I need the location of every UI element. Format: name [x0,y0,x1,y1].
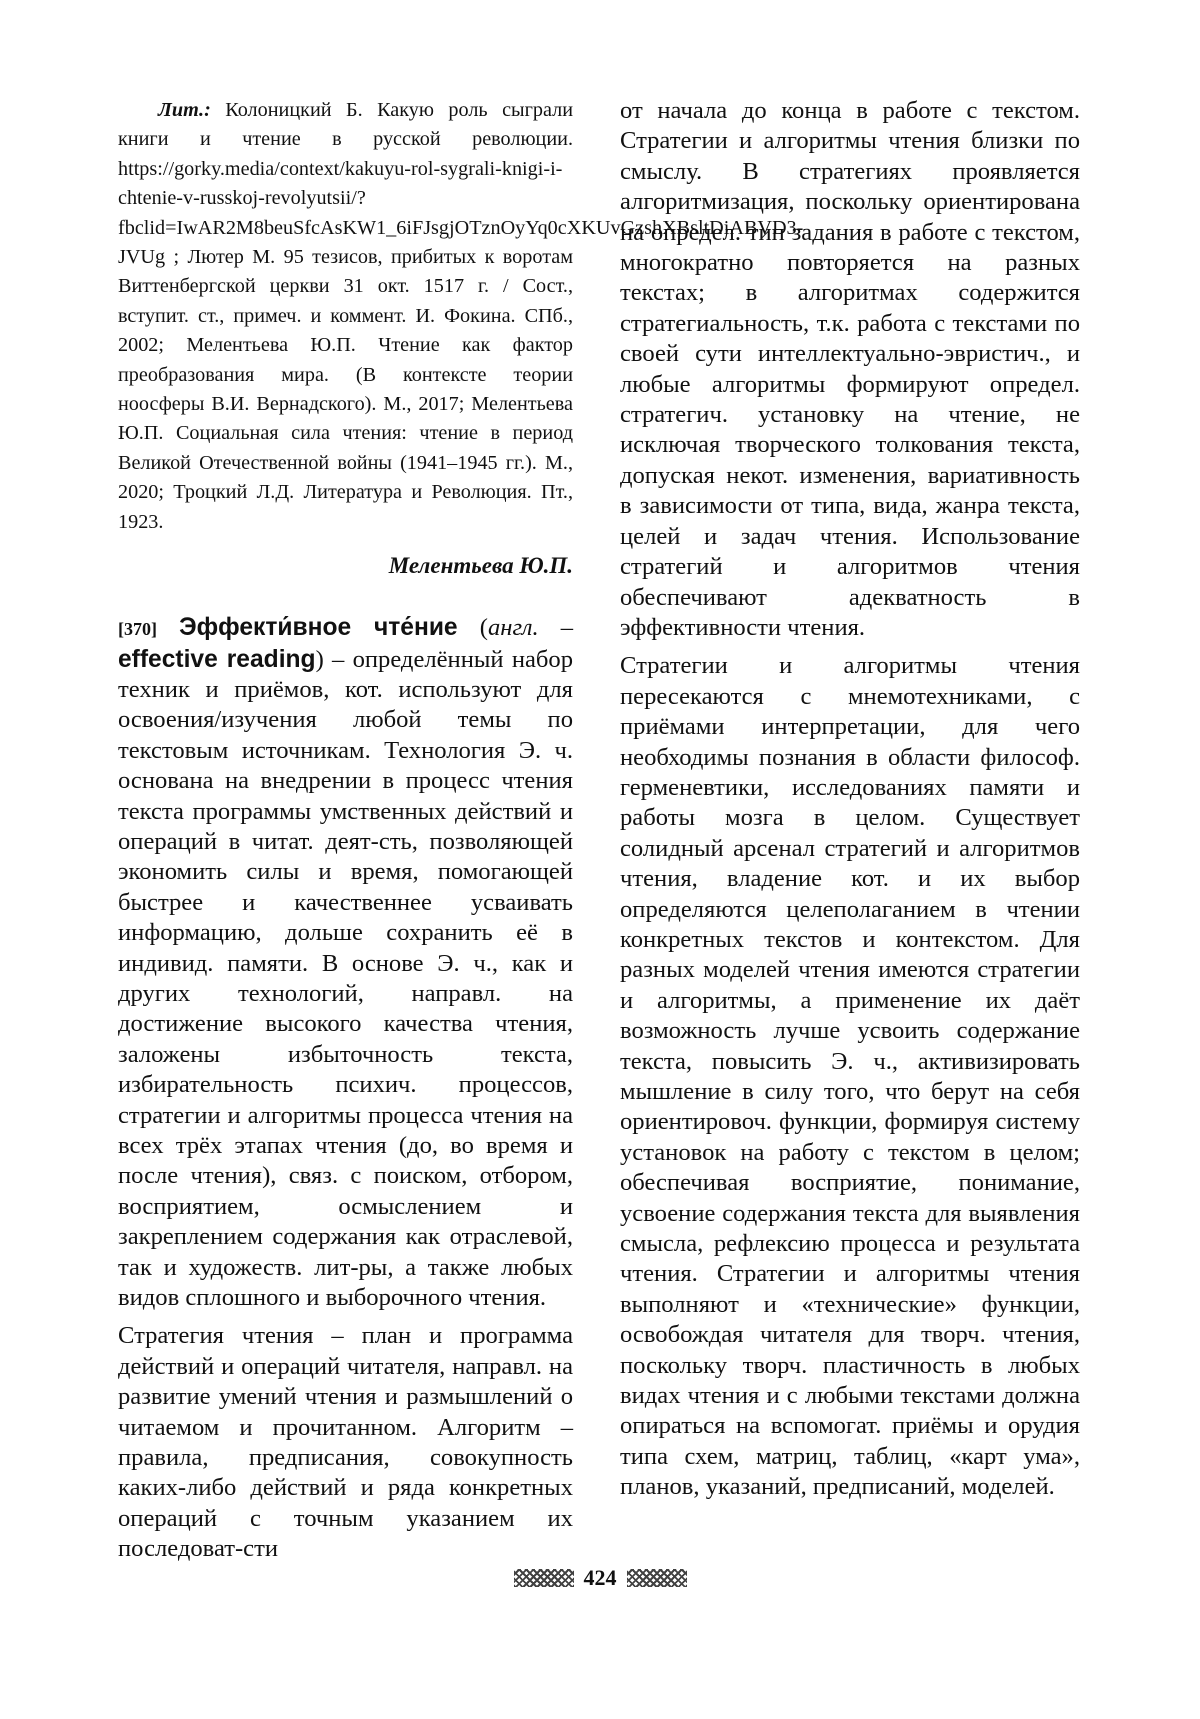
right-ornament-icon [627,1569,687,1587]
author-signature: Мелентьева Ю.П. [388,553,573,579]
left-column [118,96,804,1565]
strategies-paragraph: Стратегии и алгоритмы чтения пересекаются с мнемотехниками, с приёмами интерпретации, для чего необходимы познания в области философ. герменевтики, исследованиях памяти и работы мозга в целом. Существует солидный арсенал стратегий и алгоритмов чтения, владение кот. и их выбор определяются целеполаганием в чтении конкретных текстов и контекстом. Для разных моделей чтения имеются стратегии и алгоритмы, а применение их даёт возможность лучше усвоить содержание текста, повысить Э. ч., активизировать мышление в силу того, что берут на себя ориентировоч. функции, формируя систему установок на работу с текстом в целом; обеспечивая восприятие, понимание, усвоение содержания текста для выявления смысла, рефлексию процесса и результата чтения. Стратегии и алгоритмы чтения выполняют и «технические» функции, освобождая читателя для творч. чтения, поскольку творч. пластичность в любых видах чтения и с любыми текстами должна опираться на вспомогат. приёмы и орудия типа схем, матриц, таблиц, «карт ума», планов, указаний, предписаний, моделей. [620,652,1080,1501]
entry-lang: англ. [487,614,539,642]
entry-definition: ) – определённый набор техник и приёмов, кот. используют для освоения/изучения любой темы по текстовым источникам. Технология Э. ч. основана на внедрении в процесс чтения текста программы умственных действий и операций в читат. деят-сть, позволяющей экономить силы и время, помогающей быстрее и качественнее усваивать информацию, дольше сохранить её в индивид. памяти. В основе Э. ч., как и других технологий, направл. на достижение высокого качества чтения, заложены избыточность текста, избирательность психич. процессов, стратегии и алгоритмы процесса чтения на всех трёх этапах чтения (до, во время и после чтения), связ. с поиском, отбором, восприятием, осмыслением и закреплением содержания как отраслевой, так и художеств. лит-ры, а также любых видов сплошного и выборочного чтения. [118,645,574,1312]
literature-text: Колоницкий Б. Какую роль сыграли книги и чтение в русской революции. https://gorky.media/context/kakuyu-rol-sygrali-knigi-i-chtenie-v-russkoj-revolyutsii/?fbclid=IwAR2M8beuSfcAsKW1_6iFJsgjOTznOyYq0cXKUvGzshXBsltDiABVD3-JVUg ; Лютер М. 95 тезисов, прибитых к воротам Виттенбергской церкви 31 окт. 1517 г. / Сост., вступит. ст., примеч. и коммент. И. Фокина. СПб., 2002; Мелентьева Ю.П. Чтение как фактор преобразования мира. (В контексте теории ноосферы В.И. Вернадского). М., 2017; Мелентьева Ю.П. Социальная сила чтения: чтение в период Великой Отечественной войны (1941–1945 гг.). М., 2020; Троцкий Л.Д. Литература и Революция. Пт., 1923. [118,99,804,533]
entry-dash: – [538,614,574,642]
strategy-paragraph: Стратегия чтения – план и программа действий и операций читателя, направл. на развитие умений чтения и размышлений о читаемом и прочитанном. Алгоритм – правила, предписания, совокупность каких-либо действий и ряда конкретных операций с точным указанием их последоват-сти [118,1322,573,1563]
literature-block [118,96,804,537]
entry-term: Эффекти́вное чте́ние [179,614,458,642]
entry-english-term: effective reading [118,645,316,673]
strategy-paragraph-continued: от начала до конца в работе с текстом. Стратегии и алгоритмы чтения близки по смыслу. В стратегиях проявляется алгоритмизация, поскольку ориентирована на определ. тип задания в работе с текстом, многократно повторяется на разных текстах; в алгоритмах содержится стратегиальность, т.к. работа с текстами по своей сути интеллектуально-эвристич., и любые алгоритмы формируют определ. стратегич. установку на чтение, не исключая творческого толкования текста, допуская некот. изменения, вариативность в зависимости от типа, вида, жанра текста, целей и задач чтения. Использование стратегий и алгоритмов чтения обеспечивают адекватность в эффективности чтения. [620,97,1080,641]
literature-label: Лит.: [158,99,211,121]
page-number: 424 [583,1565,617,1590]
right-column [620,96,1080,1503]
entry-paragraph [118,613,573,1313]
entry-number: [370] [118,619,157,640]
page-footer [0,1563,1200,1593]
left-ornament-icon [514,1569,574,1587]
entry-paren: ( [479,614,488,642]
